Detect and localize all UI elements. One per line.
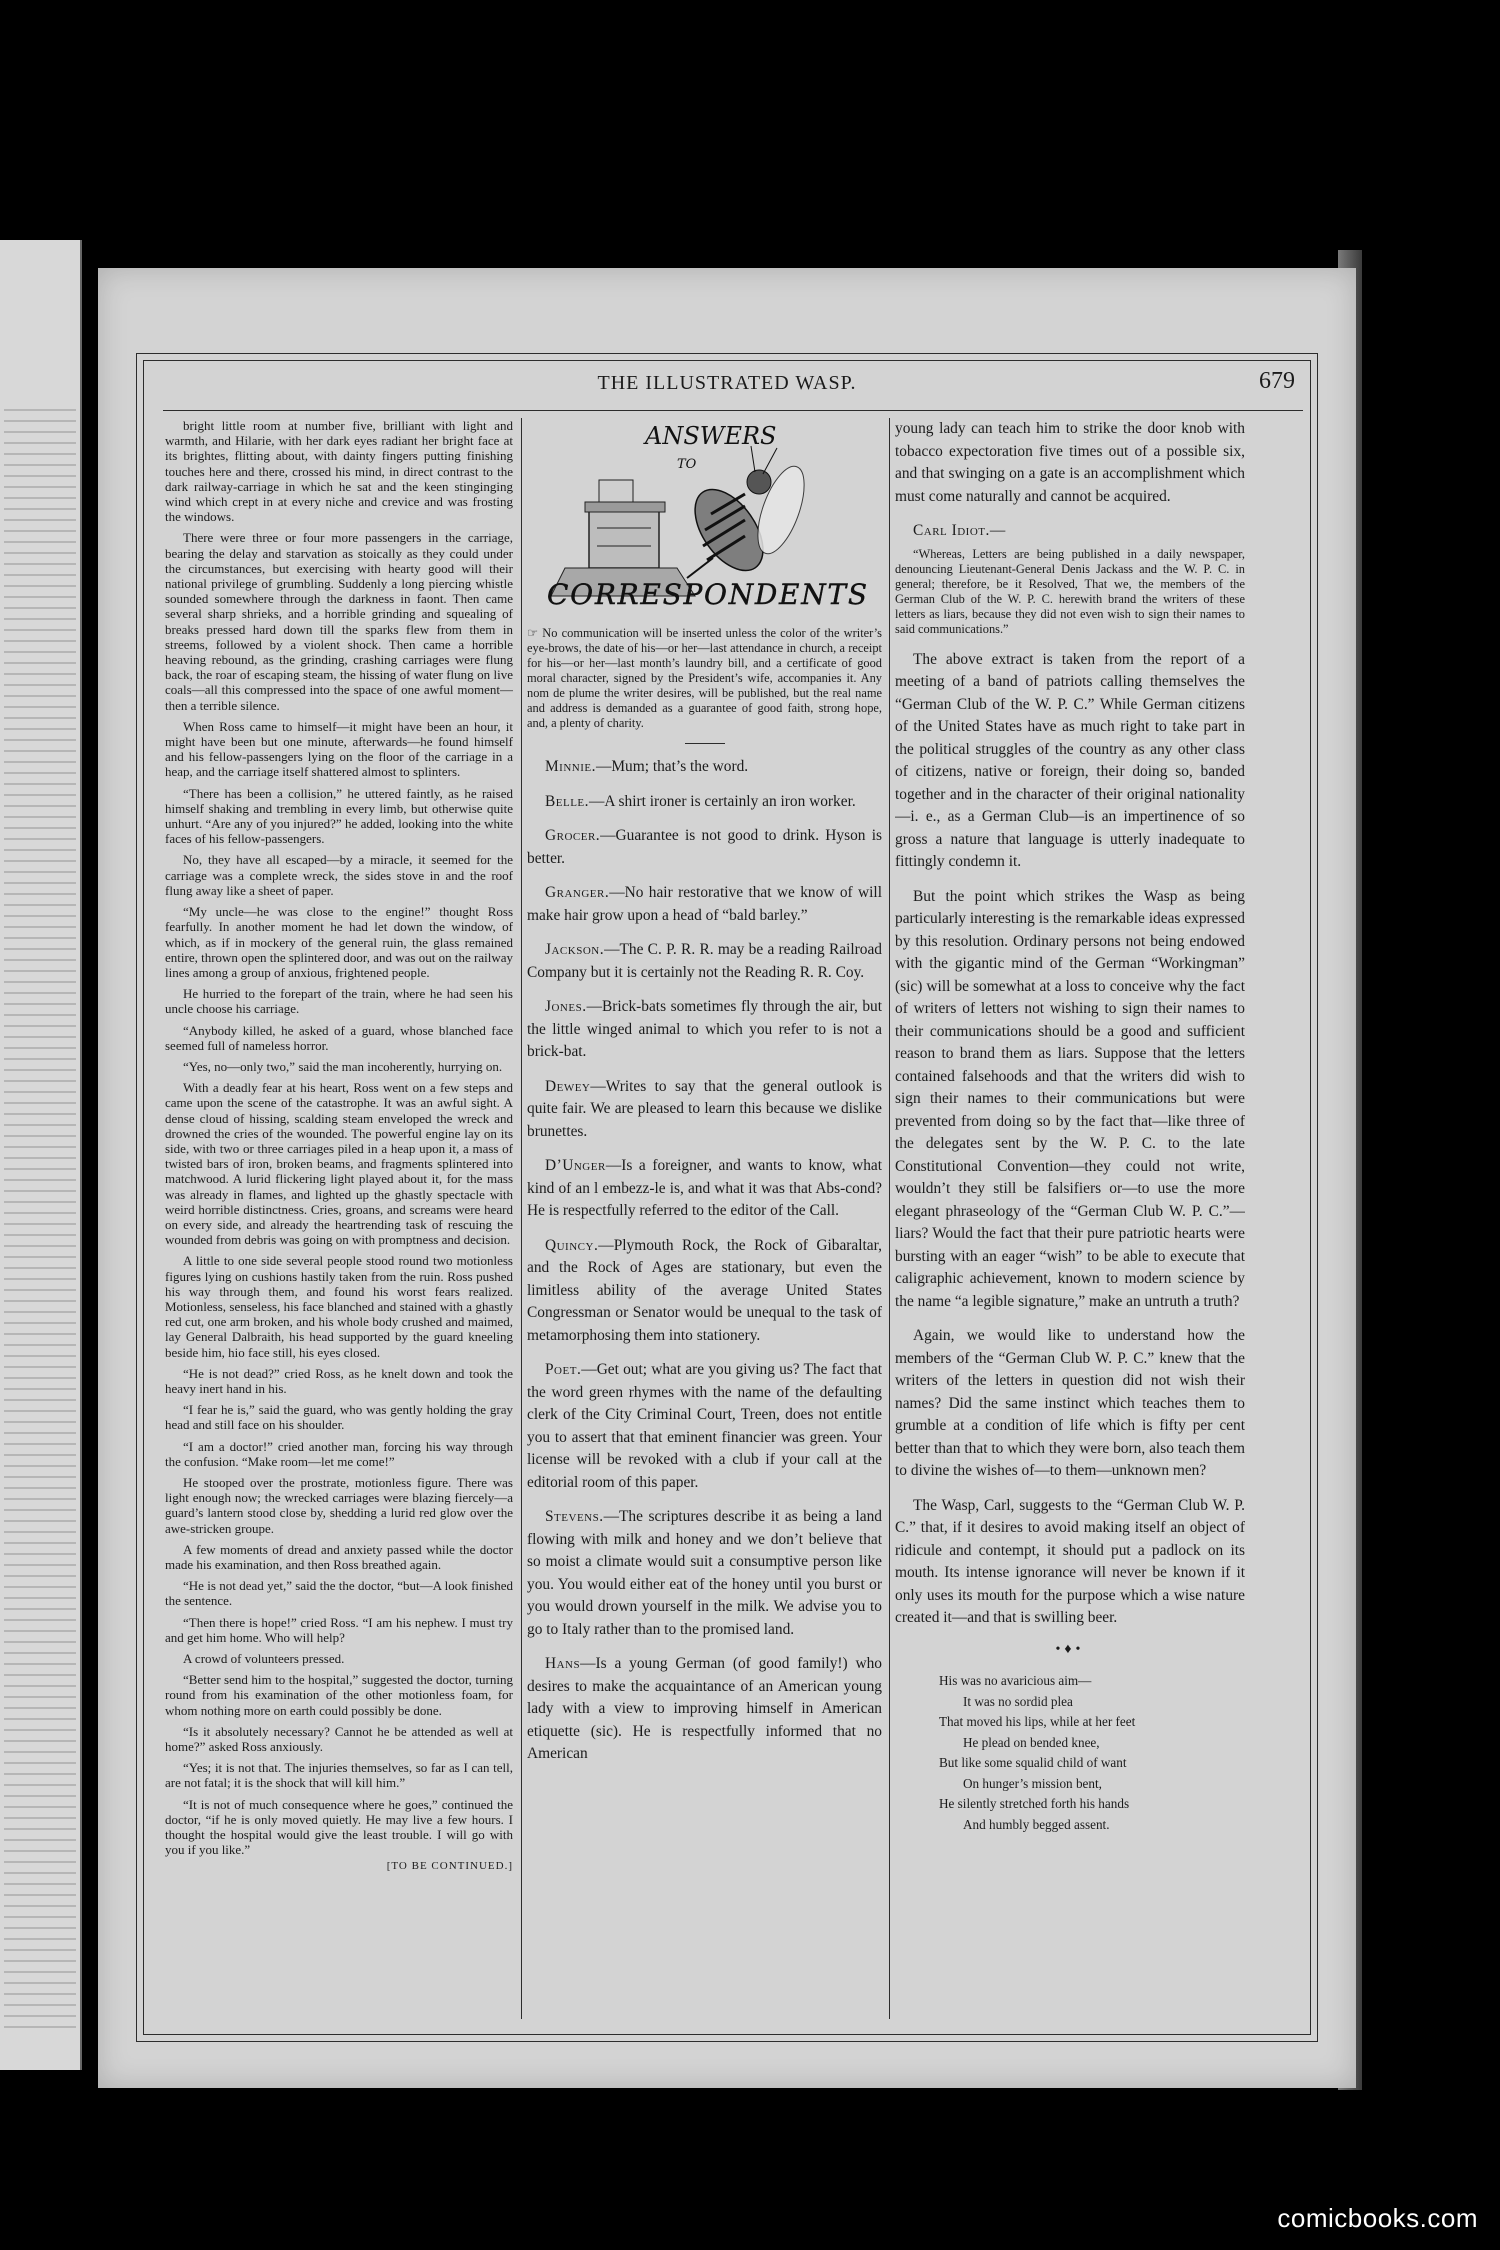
poem-line: It was no sordid plea: [963, 1693, 1073, 1709]
answer-text: —Plymouth Rock, the Rock of Gibaraltar, and the Rock of Ages are stationary, but even the limitless ability of the average United States Congressman or Senator would be unequal to the task of metamorphosing them into stationery.: [527, 1236, 882, 1344]
to-be-continued: [TO BE CONTINUED.]: [386, 1860, 513, 1873]
correspondent-name: Jones.: [545, 998, 587, 1015]
story-paragraph: “It is not of much consequence where he goes,” continued the doctor, “if he is only moved quietly. He may live a few hours. I thought the hospital would give the least trouble. I will go with you if you like.”: [165, 1796, 513, 1858]
magazine-page: [98, 268, 1356, 2088]
carl-idiot-heading: [895, 520, 1245, 543]
answers-to-correspondents-illustration: [527, 418, 882, 616]
story-paragraph: “He is not dead?” cried Ross, as he knelt down and took the heavy inert hand in his.: [165, 1365, 513, 1396]
story-paragraph: “Is it absolutely necessary? Cannot he be attended as well at home?” asked Ross anxiously.: [165, 1723, 513, 1755]
correspondent-name: Hans: [545, 1655, 581, 1672]
correspondent-name: Dewey: [545, 1077, 591, 1095]
story-paragraph: No, they have all escaped—by a miracle, it seemed for the carriage was a complete wreck, the sides stove in and the roof flung away like a sheet of paper.: [165, 852, 513, 898]
story-paragraph: “I am a doctor!” cried another man, forcing his way through the confusion. “Make room—let me come!”: [165, 1438, 513, 1469]
answer-text: —Is a foreigner, and wants to know, what kind of an l embezz-le is, and what it was that Abs-cond? He is respectfully referred to the editor of the Call.: [527, 1157, 882, 1219]
story-paragraph: When Ross came to himself—it might have been an hour, it might have been but one minute, afterwards—he found himself and his fellow-passengers lying on the floor of the carriage in a heap, and the carriage itself shattered almost to splinters.: [165, 718, 513, 780]
correspondent-name: Minnie.: [545, 758, 596, 775]
poem: [895, 1671, 1245, 1835]
poem-line: That moved his lips, while at her feet: [939, 1714, 1136, 1730]
story-paragraph: With a deadly fear at his heart, Ross went on a few steps and came upon the scene of the catastrophe. It was an awful sight. A dense cloud of hissing, scalding steam enveloped the wreck and drowned the cries of the wounded. The powerful engine lay on its side, with two or three carriages piled in a heap upon it, a mass of twisted bars of iron, broken beams, and fragments splintered into matchwood. A lurid flickering light played about it, for the mass was already in flames, and lighted up the ghastly spectacle with weird horrible distinctness. Cries, groans, and screams were heard on every side, and already the heartrending task of rescuing the wounded from debris was going on with promptness and decision.: [165, 1080, 513, 1248]
editorial-paragraphs: [895, 649, 1245, 1630]
ornament-title-answers: ANSWERS: [645, 422, 777, 450]
editorial-paragraph: But the point which strikes the Wasp as being particularly interesting is the remarkable ideas expressed by this resolution. Ordinary persons not being endowed with the gigantic mind of the German “Workingman” (sic) will be somewhat at a loss to conceive why the fact of writers of letters not wishing to sign their names to their communications should be a good and sufficient reason to brand them as liars. Suppose that the letters contained falsehoods and that the writers did wish to sign their names to their communications but were prevented from doing so by the fact that—like three of the delegates sent by the W. P. C. to the late Constitutional Convention—they could not write, wouldn’t they still be falsifiers or—to use the more elegant phraseology of the “German Club W. P. C.”—liars? Would the fact that their pure patriotic hearts were bursting with an eager “wish” to be able to execute that caligraphic achievement, known to modern science by the name “a legible signature,” make an untruth a truth?: [895, 887, 1245, 1310]
answer-text: —Get out; what are you giving us? The fact that the word green rhymes with the name of the defaulting clerk of the City Criminal Court, Treen, does not entitle you to assert that that eminent financier was green. Your license will be revoked with a club if your call at the editorial room of this paper.: [527, 1361, 882, 1491]
story-paragraph: “Better send him to the hospital,” suggested the doctor, turning round from his examination of the other motionless foam, for whom nothing more on earth could possibly be done.: [165, 1672, 513, 1718]
story-paragraph: “Yes; it is not that. The injuries themselves, so far as I can tell, are not fatal; it is the shock that will kill him.”: [165, 1760, 513, 1791]
page-number: 679: [1259, 368, 1295, 394]
carl-idiot-dash: —: [989, 522, 1006, 539]
correspondent-name: Stevens.: [545, 1508, 604, 1525]
short-rule: [685, 743, 725, 744]
poem-line: He plead on bended knee,: [963, 1734, 1100, 1750]
story-paragraph: He hurried to the forepart of the train, where he had seen his uncle choose his carriage.: [165, 986, 513, 1017]
editorial-paragraph: The Wasp, Carl, suggests to the “German Club W. P. C.” that, if it desires to avoid making itself an object of ridicule and contempt, it should put a padlock on its mouth. Its intense ignorance will never be known if it only uses its mouth for the purpose which a wise nature created it—and that is swilling beer.: [895, 1496, 1245, 1626]
adjacent-page-edge: [0, 240, 82, 2070]
story-paragraph: “Then there is hope!” cried Ross. “I am his nephew. I must try and get him home. Who will help?: [165, 1614, 513, 1645]
answer-item: [527, 882, 882, 927]
carl-idiot-name: Carl Idiot.: [913, 522, 990, 539]
site-watermark: comicbooks.com: [1277, 2203, 1478, 2233]
answer-text: —Writes to say that the general outlook is quite fair. We are pleased to learn this because we dislike brunettes.: [527, 1077, 882, 1140]
resolution-quote: “Whereas, Letters are being published in a daily newspaper, denouncing Lieutenant-General Denis Jackass and the W. P. C. in general; therefore, be it Resolved, That we, the members of the German Club of the W. P. C. herewith brand the writers of these letters as liars, because they did not even wish to sign their names to said communications.”: [895, 546, 1245, 636]
story-paragraph: “There has been a collision,” he uttered faintly, as he raised himself shaking and trembling in every limb, but otherwise quite unhurt. “Are any of you injured?” he added, looking into the white faces of his fellow-passengers.: [165, 785, 513, 847]
submission-notice: ☞ No communication will be inserted unless the color of the writer’s eye-brows, the date of his—or her—last attendance in church, a receipt for his—or her—last month’s laundry bill, and a certificate of good moral character, signed by the President’s wife, accompanies it. Any nom de plume the writer desires, will be published, but the real name and address is demanded as a guarantee of good faith, strong hope, and, a plenty of charity.: [527, 626, 882, 730]
story-paragraph: A crowd of volunteers pressed.: [183, 1651, 345, 1667]
correspondent-name: Grocer.: [545, 827, 601, 844]
answer-item: [527, 1155, 882, 1223]
story-paragraph: “Anybody killed, he asked of a guard, whose blanched face seemed full of nameless horror.: [165, 1022, 513, 1053]
story-paragraph: “Yes, no—only two,” said the man incoherently, hurrying on.: [183, 1058, 503, 1074]
editorial-paragraph: The above extract is taken from the report of a meeting of a band of patriots calling themselves the “German Club of the W. P. C.” While German citizens of the United States have as much right to take part in the political struggles of the country as any other class of citizens, native or foreign, their doing so, banded together and in the character of their original nationality—i. e., as a German Club—is an impertinence of so gross a nature that language is utterly inadequate to fittingly condemn it.: [895, 650, 1245, 870]
page-border: [136, 353, 1318, 2042]
answer-text: —The C. P. R. R. may be a reading Railroad Company but it is certainly not the Reading R. R. Coy.: [527, 941, 882, 981]
poem-line: He silently stretched forth his hands: [939, 1796, 1130, 1812]
answer-item: [527, 1653, 882, 1766]
answer-text: —No hair restorative that we know of will make hair grow upon a head of “bald barley.”: [527, 884, 882, 924]
answer-text: —The scriptures describe it as being a land flowing with milk and honey and we don’t believe that so moist a climate would suit a consumptive person like you. You would either eat of the honey until you burst or you would drown yourself in the milk. We advise you to go to Italy rather than to the promised land.: [527, 1508, 882, 1638]
story-paragraph: A few moments of dread and anxiety passed while the doctor made his examination, and then Ross breathed again.: [165, 1541, 513, 1573]
story-paragraph: “I fear he is,” said the guard, who was gently holding the gray head and still face on his shoulder.: [165, 1402, 513, 1433]
poem-line: And humbly begged assent.: [963, 1816, 1110, 1832]
masthead: THE ILLUSTRATED WASP.: [597, 372, 857, 394]
answer-item: [527, 1359, 882, 1494]
answer-text: —A shirt ironer is certainly an iron worker.: [589, 792, 856, 810]
answer-item: [527, 1076, 882, 1144]
poem-line: But like some squalid child of want: [939, 1755, 1127, 1771]
correspondent-name: Belle.: [545, 792, 589, 810]
answer-item: [527, 939, 882, 984]
header-rule: [163, 410, 1303, 411]
correspondent-name: Quincy.: [545, 1236, 599, 1254]
story-paragraph: “He is not dead yet,” said the the doctor, “but—A look finished the sentence.: [165, 1578, 513, 1609]
correspondent-name: Jackson.: [545, 941, 605, 958]
answer-text: —Mum; that’s the word.: [595, 758, 749, 775]
column-rule-1: [521, 418, 522, 2019]
editorial-column: [895, 418, 1245, 2019]
correspondent-name: Poet.: [545, 1361, 582, 1378]
story-paragraph: bright little room at number five, brilliant with light and warmth, and Hilarie, with her dark eyes radiant her bright face at its brightes, flitting about, with dainty fingers putting finishing touches here and there, crossed his mind, in direct contrast to the dark railway-carriage in which he sat and the keen stinginging wind which crept in at every niche and crevice and was frosting the windows.: [165, 418, 513, 525]
poem-line: On hunger’s mission bent,: [963, 1775, 1102, 1791]
editorial-paragraph: Again, we would like to understand how the members of the “German Club W. P. C.” knew that the writers of the letters in question did not wish their names? Did the same instinct which teaches them to grumble at a condition of life which is fifty per cent better than that to which they were born, also teach them to divine the wishes of—to them—unknown men?: [895, 1327, 1245, 1479]
answer-text: —Is a young German (of good family!) who desires to make the acquaintance of an American young lady with a view to improving himself in American etiquette (sic). He is respectfully informed that no American: [527, 1655, 882, 1762]
ornament-title-correspondents: CORRESPONDENTS: [547, 578, 867, 611]
story-paragraph: He stooped over the prostrate, motionless figure. There was light enough now; the wrecked carriages were blazing fiercely—a guard’s lantern stood close by, shedding a lurid red glow over the awe-stricken groupe.: [165, 1475, 513, 1536]
story-paragraph: A little to one side several people stood round two motionless figures lying on cushions hastily taken from the ruin. Ross pushed his way through them, and found his worst fears realized. Motionless, senseless, his face blanched and stained with a ghastly red cut, one arm broken, and his whole body crushed and maimed, lay General Dalbraith, his head supported by the guard kneeling beside him, hio face still, his eyes closed.: [165, 1253, 513, 1360]
answer-item: [527, 791, 882, 814]
answer-item: [527, 996, 882, 1064]
story-paragraphs: [165, 418, 513, 1857]
answer-item: [527, 825, 882, 870]
section-divider: •♦•: [1055, 1641, 1085, 1657]
answers-list: [527, 756, 882, 1766]
answer-item: [527, 1506, 882, 1641]
poem-line: His was no avaricious aim—: [939, 1673, 1092, 1689]
answer-item: [527, 756, 882, 779]
correspondent-name: D’Unger: [545, 1157, 606, 1174]
correspondent-name: Granger.: [545, 884, 610, 901]
column-rule-2: [889, 418, 890, 2019]
answer-text: —Guarantee is not good to drink. Hyson is better.: [527, 827, 882, 867]
answer-text: —Brick-bats sometimes fly through the air, but the little winged animal to which you refer to is not a brick-bat.: [527, 998, 882, 1060]
story-paragraph: “My uncle—he was close to the engine!” thought Ross fearfully. In another moment he had let down the window, of which, as if in mockery of the general ruin, the glass remained entire, thrown open the splintered door, and was out on the railway lines among a group of anxious, frightened people.: [165, 904, 513, 980]
story-column: [165, 418, 513, 2019]
ornament-title-to: TO: [677, 457, 697, 472]
story-paragraph: There were three or four more passengers in the carriage, bearing the delay and starvation as stoically as they could under the circumstances, but exercising with hearty good will their national privilege of grumbling. Suddenly a long piercing whistle sounded somewhere through the darkness in faont. Then came several sharp shrieks, and a horrible grinding and squealing of breaks pressed hard down till the sparks flew from them in streems, followed by a violent shock. Then came a horrible heaving rebound, as the grinding, crashing carriages were flung back, the roar of escaping steam, the hissing of water flung on live coals—all this compressed into the space of one awful moment—then a terrible silence.: [165, 530, 513, 713]
answer-item: [527, 1235, 882, 1348]
answer-continuation: young lady can teach him to strike the door knob with tobacco expectoration five times out of a possible six, and that swinging on a gate is an accomplishment which must come naturally and cannot be acquired.: [895, 420, 1245, 505]
answers-column: [527, 418, 882, 2019]
